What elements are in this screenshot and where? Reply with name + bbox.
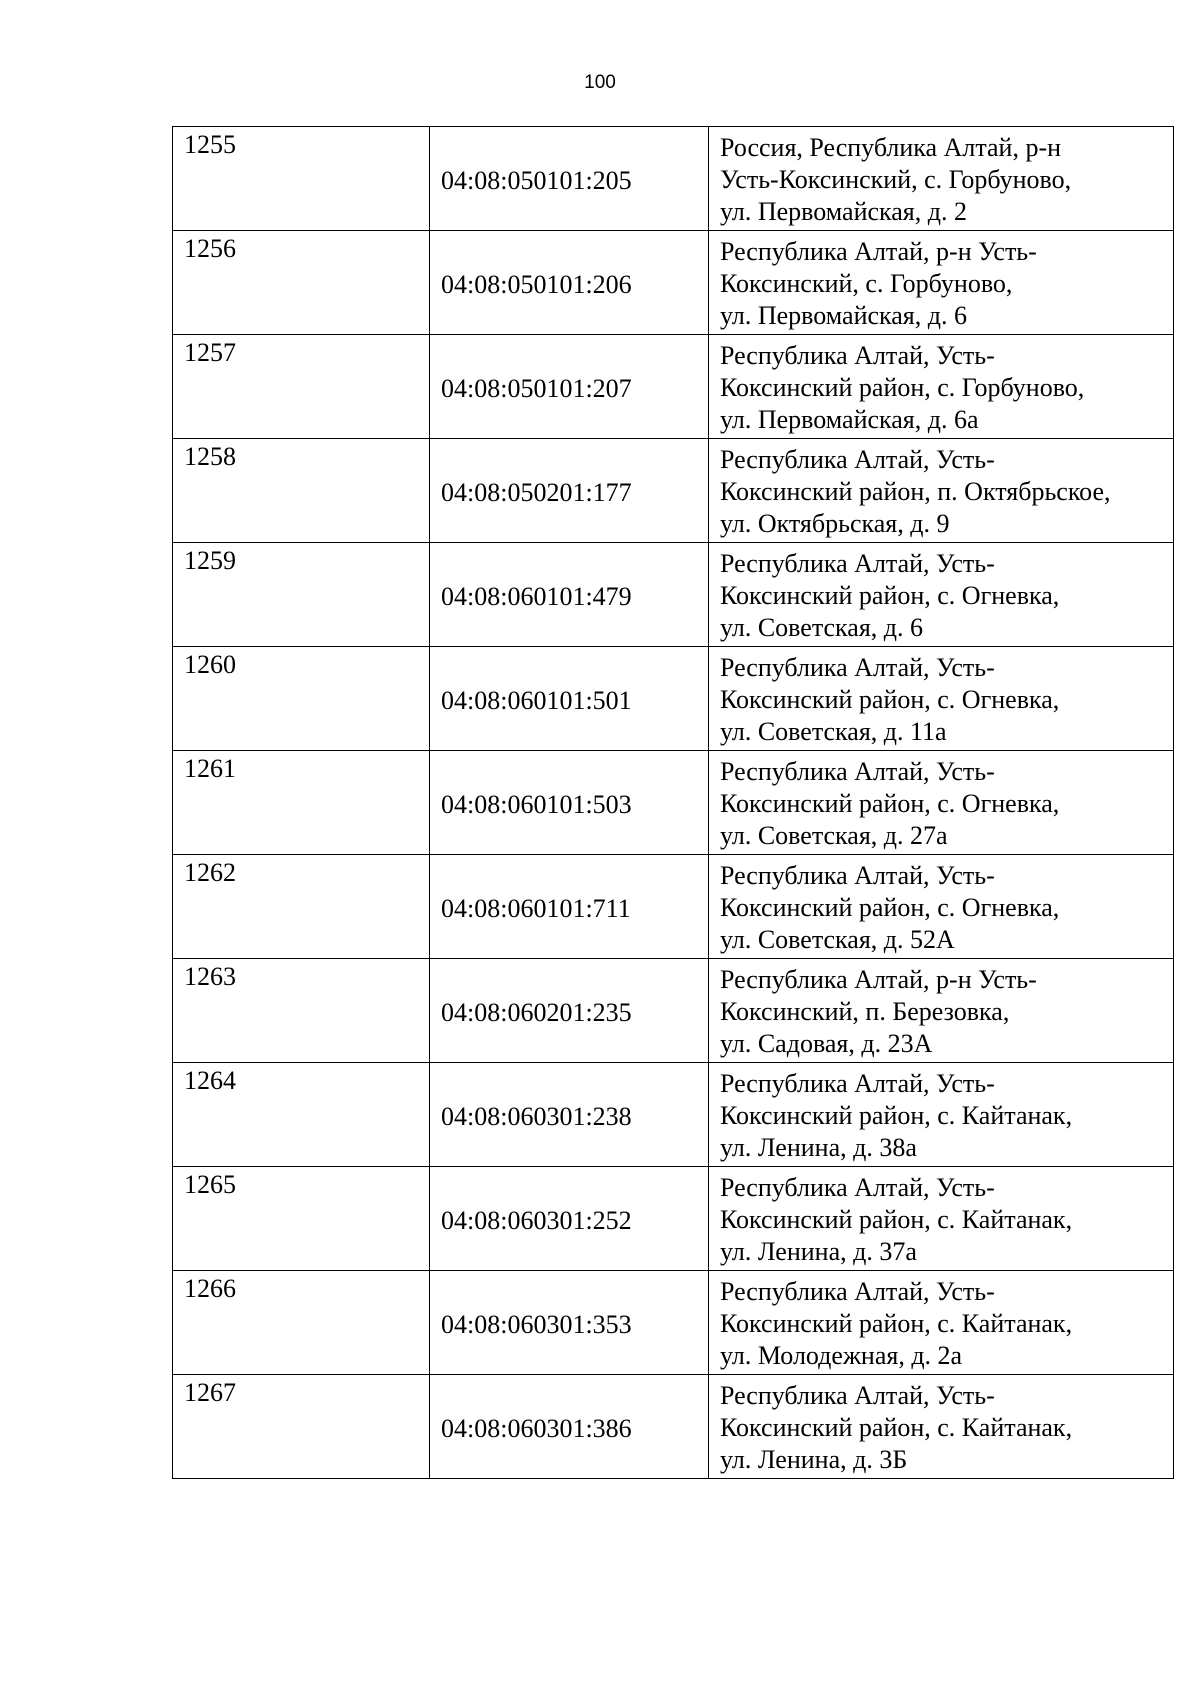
row-number-cell: [173, 1063, 430, 1167]
row-number: 1264: [184, 1066, 236, 1095]
address-line: Республика Алтай, Усть-: [720, 341, 995, 370]
row-number-cell: [173, 751, 430, 855]
cadastral-number: 04:08:060201:235: [441, 998, 632, 1027]
row-number: 1265: [184, 1170, 236, 1199]
address-line: Республика Алтай, Усть-: [720, 1069, 995, 1098]
row-number-cell: [173, 647, 430, 751]
cadastral-number: 04:08:050101:205: [441, 166, 632, 195]
table-row: [173, 1375, 1174, 1479]
address-line: ул. Первомайская, д. 6а: [720, 405, 979, 434]
address-line: Республика Алтай, Усть-: [720, 1277, 995, 1306]
cadastral-number: 04:08:050201:177: [441, 478, 632, 507]
address-cell: [709, 335, 1174, 439]
row-number-cell: [173, 1375, 430, 1479]
row-number: 1267: [184, 1378, 236, 1407]
address-line: ул. Первомайская, д. 2: [720, 197, 967, 226]
row-number: 1255: [184, 130, 236, 159]
address-cell: [709, 959, 1174, 1063]
address-line: Республика Алтай, Усть-: [720, 861, 995, 890]
address-line: Республика Алтай, р-н Усть-: [720, 237, 1037, 266]
row-number: 1263: [184, 962, 236, 991]
row-number: 1258: [184, 442, 236, 471]
table-row: [173, 335, 1174, 439]
address-cell: [709, 127, 1174, 231]
address-cell: [709, 1375, 1174, 1479]
table-row: [173, 439, 1174, 543]
cadastral-number: 04:08:060101:501: [441, 686, 632, 715]
address-line: Коксинский район, с. Огневка,: [720, 789, 1060, 818]
cadastral-number: 04:08:060301:252: [441, 1206, 632, 1235]
row-number-cell: [173, 1271, 430, 1375]
row-number-cell: [173, 543, 430, 647]
page-number: 100: [584, 72, 616, 93]
address-line: Республика Алтай, Усть-: [720, 653, 995, 682]
address-line: Коксинский район, с. Огневка,: [720, 685, 1060, 714]
cadastral-number-cell: [430, 959, 709, 1063]
cadastral-number-cell: [430, 231, 709, 335]
cadastral-number: 04:08:060301:353: [441, 1310, 632, 1339]
address-cell: [709, 855, 1174, 959]
table-row: [173, 1167, 1174, 1271]
cadastral-number-cell: [430, 1271, 709, 1375]
address-cell: [709, 647, 1174, 751]
address-line: ул. Ленина, д. 3Б: [720, 1445, 908, 1474]
table-row: [173, 1063, 1174, 1167]
address-line: ул. Ленина, д. 37а: [720, 1237, 917, 1266]
table-row: [173, 855, 1174, 959]
cadastral-number-cell: [430, 335, 709, 439]
table-row: [173, 959, 1174, 1063]
address-line: Коксинский район, с. Огневка,: [720, 581, 1060, 610]
address-line: Коксинский район, п. Октябрьское,: [720, 477, 1111, 506]
row-number: 1256: [184, 234, 236, 263]
address-line: ул. Советская, д. 52А: [720, 925, 955, 954]
address-cell: [709, 1167, 1174, 1271]
table-row: [173, 1271, 1174, 1375]
cadastral-number-cell: [430, 1063, 709, 1167]
row-number: 1259: [184, 546, 236, 575]
table-row: [173, 127, 1174, 231]
address-line: ул. Советская, д. 11а: [720, 717, 947, 746]
row-number: 1261: [184, 754, 236, 783]
cadastral-number: 04:08:060101:503: [441, 790, 632, 819]
table-row: [173, 231, 1174, 335]
row-number: 1257: [184, 338, 236, 367]
address-cell: [709, 439, 1174, 543]
cadastral-number: 04:08:060301:386: [441, 1414, 632, 1443]
cadastral-number-cell: [430, 1167, 709, 1271]
cadastral-number: 04:08:050101:207: [441, 374, 632, 403]
address-line: Республика Алтай, Усть-: [720, 1381, 995, 1410]
address-line: Коксинский район, с. Кайтанак,: [720, 1101, 1073, 1130]
row-number-cell: [173, 959, 430, 1063]
address-line: ул. Садовая, д. 23А: [720, 1029, 933, 1058]
address-line: Коксинский район, с. Огневка,: [720, 893, 1060, 922]
cadastral-number: 04:08:050101:206: [441, 270, 632, 299]
cadastral-number-cell: [430, 1375, 709, 1479]
registry-table: [172, 126, 1174, 1479]
address-line: Коксинский район, с. Кайтанак,: [720, 1205, 1073, 1234]
address-line: Республика Алтай, Усть-: [720, 445, 995, 474]
address-cell: [709, 1271, 1174, 1375]
row-number-cell: [173, 1167, 430, 1271]
address-line: Республика Алтай, Усть-: [720, 757, 995, 786]
cadastral-number-cell: [430, 543, 709, 647]
row-number: 1266: [184, 1274, 236, 1303]
cadastral-number: 04:08:060101:479: [441, 582, 632, 611]
address-line: ул. Советская, д. 27а: [720, 821, 948, 850]
address-line: ул. Советская, д. 6: [720, 613, 924, 642]
cadastral-number-cell: [430, 751, 709, 855]
row-number-cell: [173, 855, 430, 959]
address-line: Коксинский район, с. Горбуново,: [720, 373, 1085, 402]
table-row: [173, 647, 1174, 751]
row-number-cell: [173, 335, 430, 439]
table-row: [173, 751, 1174, 855]
address-line: ул. Октябрьская, д. 9: [720, 509, 950, 538]
address-line: Коксинский район, с. Кайтанак,: [720, 1309, 1073, 1338]
address-line: Республика Алтай, р-н Усть-: [720, 965, 1037, 994]
address-cell: [709, 543, 1174, 647]
table-row: [173, 543, 1174, 647]
address-line: ул. Молодежная, д. 2а: [720, 1341, 963, 1370]
cadastral-number-cell: [430, 855, 709, 959]
row-number-cell: [173, 231, 430, 335]
address-line: Россия, Республика Алтай, р-н: [720, 133, 1062, 162]
address-line: Коксинский, п. Березовка,: [720, 997, 1010, 1026]
row-number-cell: [173, 127, 430, 231]
address-line: ул. Первомайская, д. 6: [720, 301, 967, 330]
address-line: Коксинский район, с. Кайтанак,: [720, 1413, 1073, 1442]
address-cell: [709, 751, 1174, 855]
cadastral-number-cell: [430, 127, 709, 231]
row-number-cell: [173, 439, 430, 543]
cadastral-number: 04:08:060301:238: [441, 1102, 632, 1131]
cadastral-number: 04:08:060101:711: [441, 894, 631, 923]
cadastral-number-cell: [430, 647, 709, 751]
address-cell: [709, 231, 1174, 335]
address-cell: [709, 1063, 1174, 1167]
registry-body: [173, 127, 1174, 1479]
address-line: Республика Алтай, Усть-: [720, 549, 995, 578]
row-number: 1260: [184, 650, 236, 679]
address-line: Коксинский, с. Горбуново,: [720, 269, 1013, 298]
row-number: 1262: [184, 858, 236, 887]
cadastral-number-cell: [430, 439, 709, 543]
address-line: ул. Ленина, д. 38а: [720, 1133, 917, 1162]
address-line: Усть-Коксинский, с. Горбуново,: [720, 165, 1072, 194]
address-line: Республика Алтай, Усть-: [720, 1173, 995, 1202]
